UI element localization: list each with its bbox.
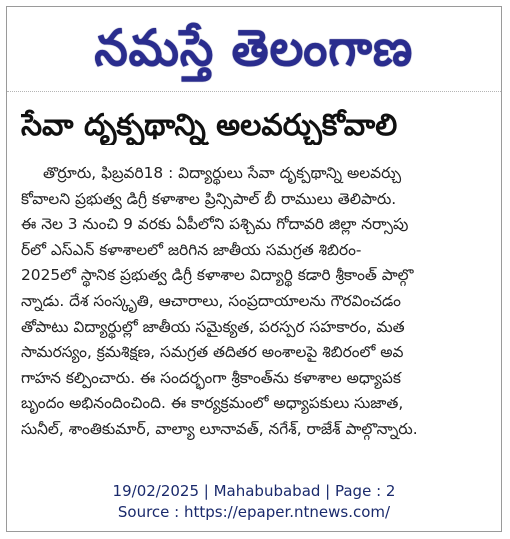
clipping-footer <box>7 481 501 523</box>
article-headline: సేవా దృక్పథాన్ని అలవర్చుకోవాలి <box>21 108 398 143</box>
clipping-frame <box>6 6 502 532</box>
article-line: ర్‌లో ఎస్‌ఎన్ కళాశాలలో జరిగిన జాతీయ సమగ్రత శిబిరం- <box>21 240 362 259</box>
article-line: తొర్రూరు, ఫిబ్రవరి18 : విద్యార్థులు సేవా దృక్పథాన్ని అలవర్చు <box>43 164 402 182</box>
article-line: 2025లో స్థానిక ప్రభుత్వ డిగ్రీ కళాశాల విద్యార్థి కడారి శ్రీకాంత్ పాల్గొ <box>21 266 414 285</box>
article-line: న్నాడు. దేశ సంస్కృతి, ఆచారాలు, సంప్రదాయాలను గౌరవించడం <box>21 291 401 310</box>
article-line: సామరస్యం, క్రమశిక్షణ, సమగ్రత తదితర అంశాలపై శిబిరంలో అవ <box>21 343 404 362</box>
article-line: కోవాలని ప్రభుత్వ డిగ్రీ కళాశాల ప్రిన్సిపాల్ బీ రాములు తెలిపారు. <box>21 189 397 208</box>
footer-date-edition: 19/02/2025 | Mahabubabad | Page : 2 <box>112 482 396 500</box>
masthead-title: నమస్తే తెలంగాణ <box>94 19 414 77</box>
article-line: బృందం అభినందించింది. ఈ కార్యక్రమంలో అధ్యాపకులు సుజాత, <box>21 394 404 413</box>
article-line: ఈ నెల 3 నుంచి 9 వరకు ఏపీలోని పశ్చిమ గోదావరి జిల్లా నర్సాపు <box>21 215 409 234</box>
article-line: తోపాటు విద్యార్థుల్లో జాతీయ సమైక్యత, పరస్పర సహకారం, మత <box>21 317 405 336</box>
footer-source: Source : https://epaper.ntnews.com/ <box>117 503 391 521</box>
masthead-divider <box>7 91 501 92</box>
article-body <box>21 161 489 443</box>
newspaper-masthead <box>7 7 501 89</box>
article-line: సునీల్, శాంతికుమార్, వాల్యా లూనావత్, నగేశ్, రాజేశ్ పాల్గొన్నారు. <box>21 419 418 438</box>
article-line: గాహన కల్పించారు. ఈ సందర్భంగా శ్రీకాంత్‌ను కళాశాల అధ్యాపక <box>21 368 401 387</box>
